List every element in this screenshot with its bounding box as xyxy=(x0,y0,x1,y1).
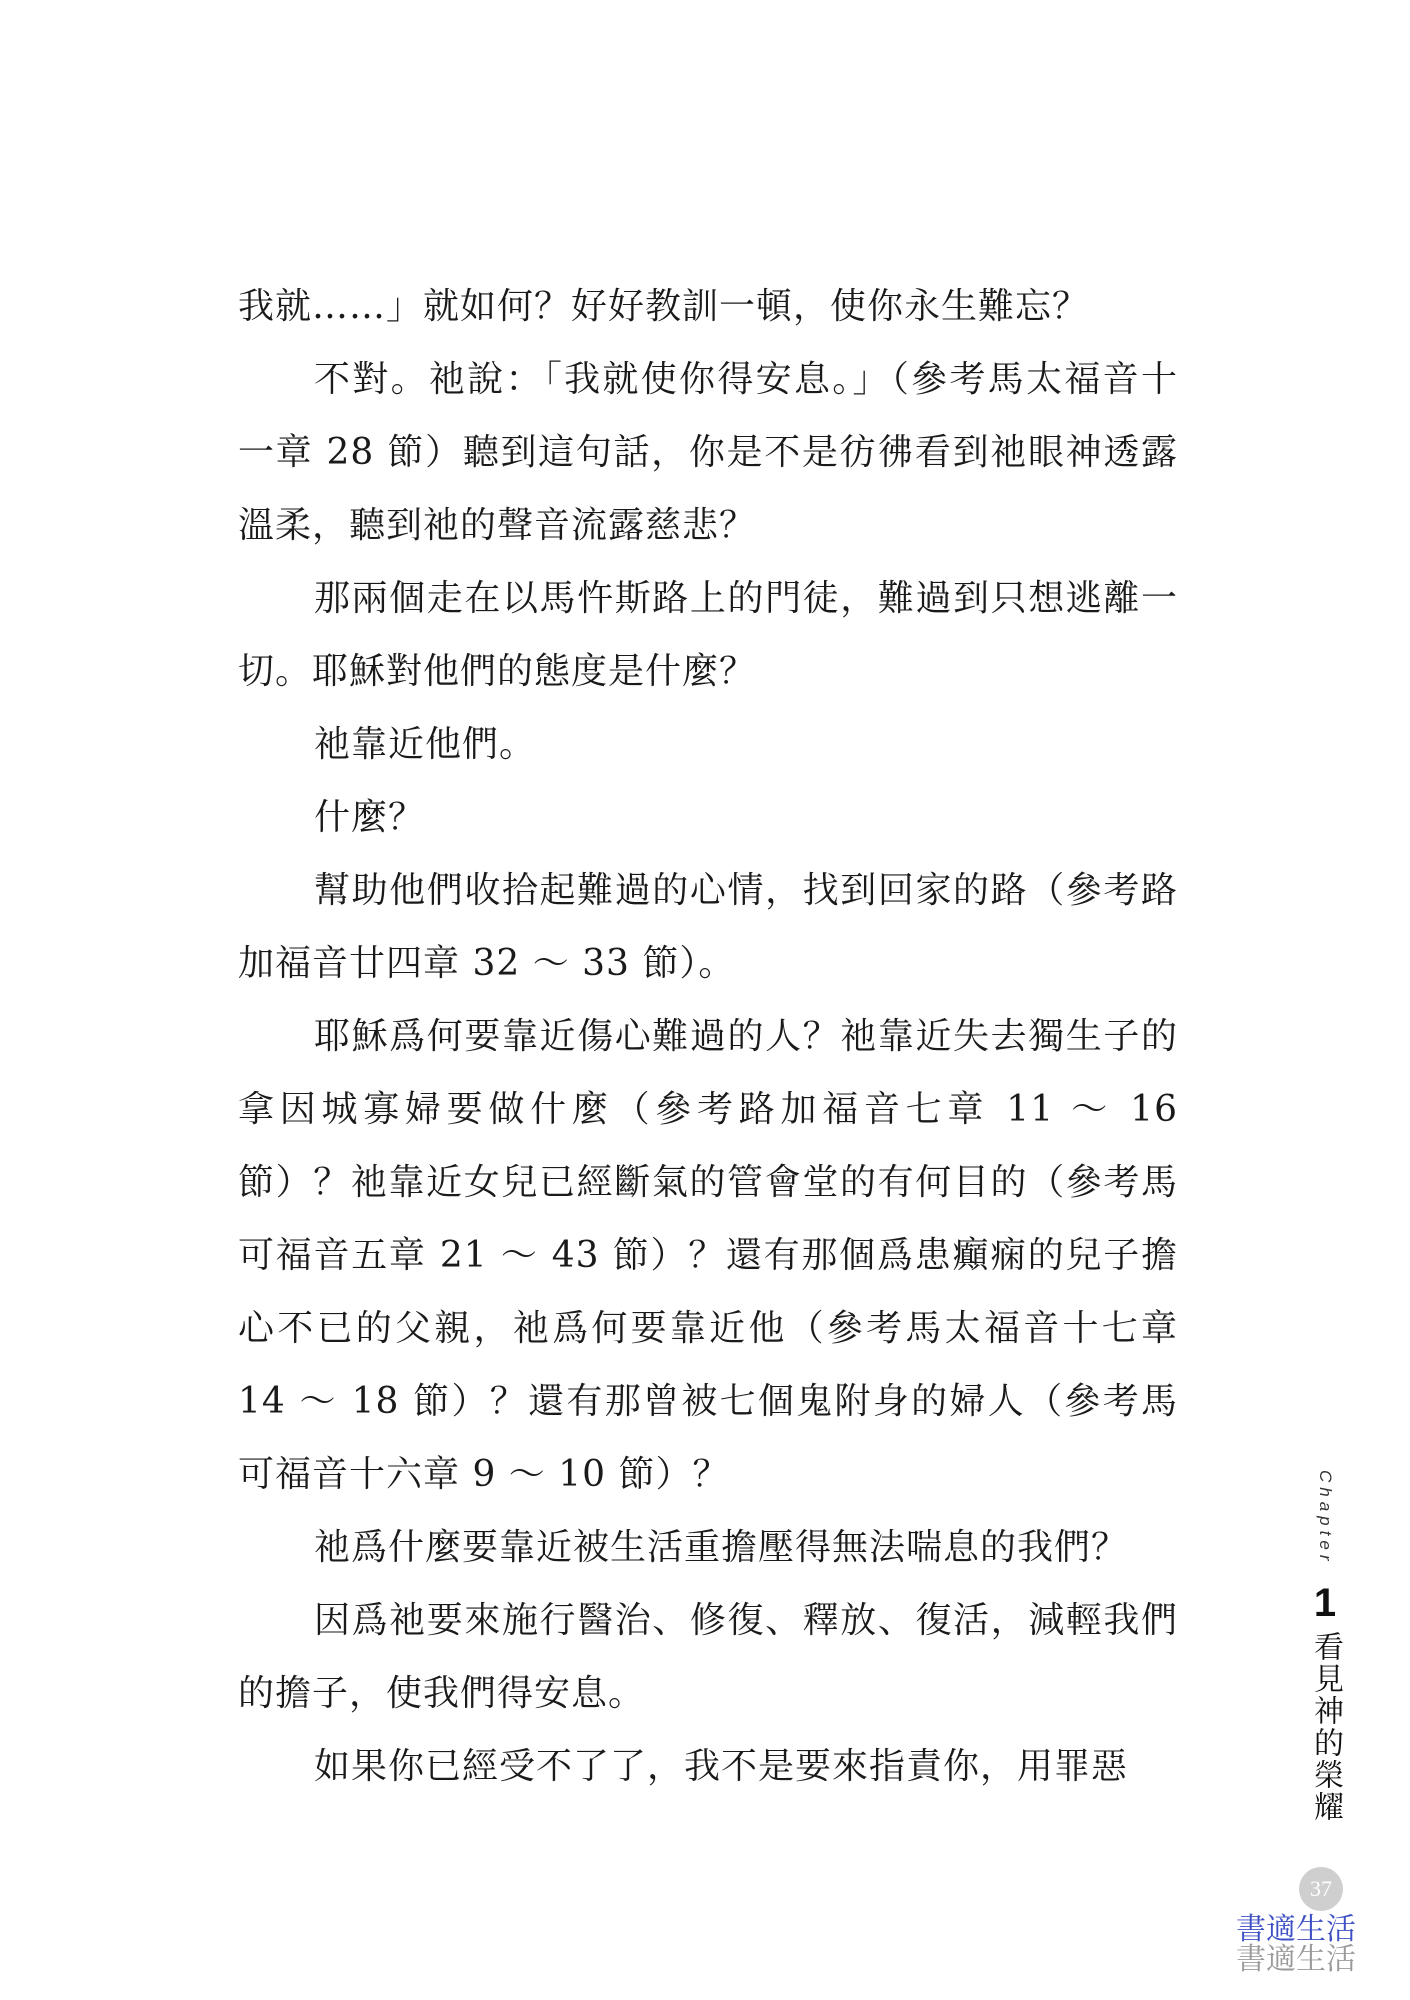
body-text xyxy=(238,270,1178,1803)
chapter-title: 看見神的榮耀 xyxy=(1308,1631,1343,1824)
paragraph: 因爲祂要來施行醫治、修復、釋放、復活，減輕我們的擔子，使我們得安息。 xyxy=(238,1600,1178,1714)
watermark-text: 書適生活 xyxy=(1236,1912,1356,1947)
paragraph: 如果你已經受不了了，我不是要來指責你，用罪惡 xyxy=(314,1746,1129,1787)
chapter-tab xyxy=(1300,1470,1350,1823)
paragraph: 幫助他們收拾起難過的心情，找到回家的路（參考路加福音廿四章 32 ～ 33 節）。 xyxy=(238,870,1178,984)
paragraph: 什麼？ xyxy=(314,797,426,838)
paragraph: 不對。祂說：「我就使你得安息。」（參考馬太福音十一章 28 節）聽到這句話，你是不是彷彿看到祂眼神透露溫柔，聽到祂的聲音流露慈悲？ xyxy=(238,359,1178,546)
paragraph: 祂爲什麼要靠近被生活重擔壓得無法喘息的我們？ xyxy=(314,1527,1129,1568)
paragraph: 我就……」就如何？好好教訓一頓，使你永生難忘？ xyxy=(238,286,1090,327)
chapter-label: Chapter xyxy=(1316,1470,1335,1566)
page-number-badge: 37 xyxy=(1299,1867,1343,1911)
chapter-number: 1 xyxy=(1313,1581,1337,1626)
watermark-text-shadow: 書適生活 xyxy=(1236,1942,1356,1977)
paragraph: 那兩個走在以馬忤斯路上的門徒，難過到只想逃離一切。耶穌對他們的態度是什麼？ xyxy=(238,578,1178,692)
paragraph: 耶穌爲何要靠近傷心難過的人？祂靠近失去獨生子的拿因城寡婦要做什麼（參考路加福音七章 11 ～ 16 節）？祂靠近女兒已經斷氣的管會堂的有何目的（參考馬可福音五章 21 ～ 43 節）？還有那個爲患癲痫的兒子擔心不已的父親，祂爲何要靠近他（參考馬太福音十七章 14 ～ 18 節）？還有那曾被七個鬼附身的婦人（參考馬可福音十六章 9 ～ 10 節）？ xyxy=(238,1016,1178,1495)
paragraph: 祂靠近他們。 xyxy=(314,724,537,765)
